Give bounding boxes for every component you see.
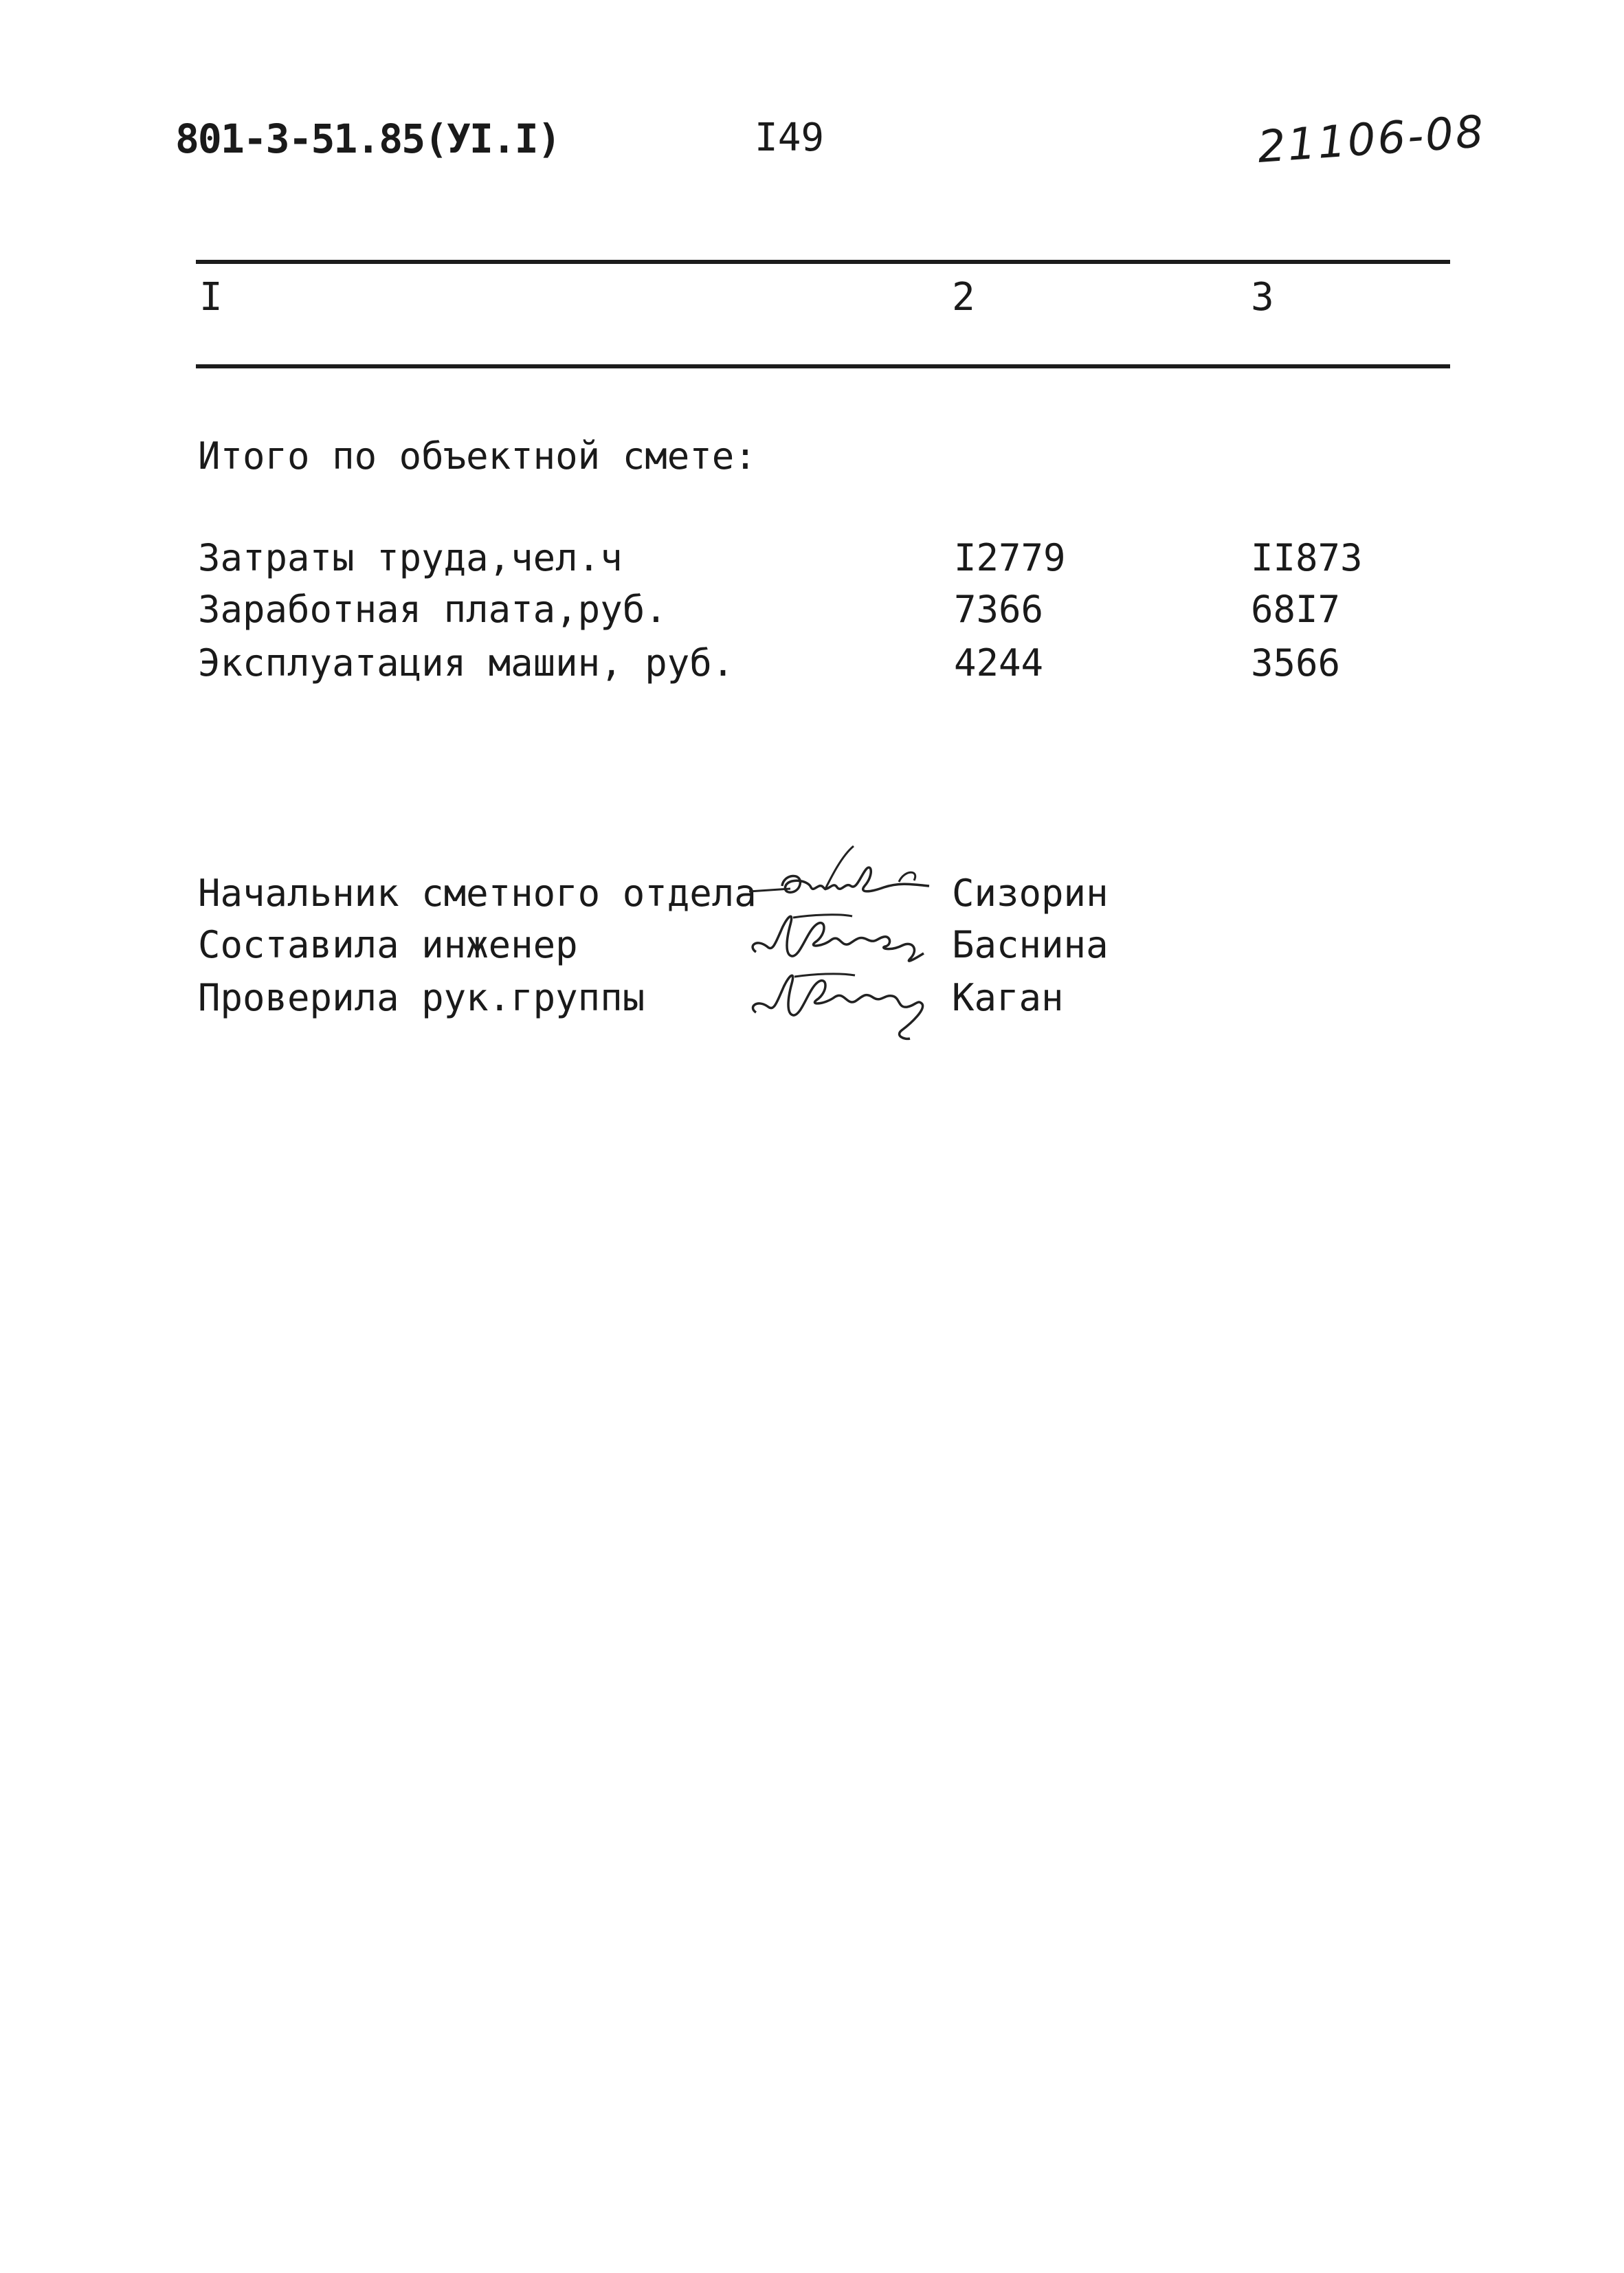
signature-name: Каган bbox=[952, 976, 1064, 1019]
row-label: Заработная плата,руб. bbox=[198, 588, 667, 631]
table-top-rule bbox=[196, 260, 1450, 264]
signature-name: Баснина bbox=[952, 923, 1109, 966]
signature-role: Начальник сметного отдела bbox=[198, 872, 757, 915]
summary-title: Итого по объектной смете: bbox=[198, 434, 757, 478]
handwritten-signature-3 bbox=[742, 959, 935, 1048]
page-number: I49 bbox=[755, 115, 825, 160]
archive-number: 21106-08 bbox=[1256, 106, 1487, 173]
column-header-1: I bbox=[199, 275, 223, 320]
document-code: 801-3-51.85(УI.I) bbox=[175, 115, 560, 162]
row-value-col3: II873 bbox=[1251, 536, 1363, 579]
signature-role: Составила инженер bbox=[198, 923, 578, 966]
signature-role: Проверила рук.группы bbox=[198, 976, 645, 1019]
row-value-col2: I2779 bbox=[954, 536, 1066, 579]
row-label: Затраты труда,чел.ч bbox=[198, 536, 623, 579]
signature-name: Сизорин bbox=[952, 872, 1109, 915]
row-value-col2: 4244 bbox=[954, 641, 1044, 685]
row-value-col3: 3566 bbox=[1251, 641, 1341, 685]
row-value-col2: 7366 bbox=[954, 588, 1044, 631]
row-value-col3: 68I7 bbox=[1251, 588, 1341, 631]
table-header-rule bbox=[196, 364, 1450, 368]
row-label: Эксплуатация машин, руб. bbox=[198, 641, 735, 685]
column-header-3: 3 bbox=[1251, 275, 1274, 320]
column-header-2: 2 bbox=[952, 275, 975, 320]
